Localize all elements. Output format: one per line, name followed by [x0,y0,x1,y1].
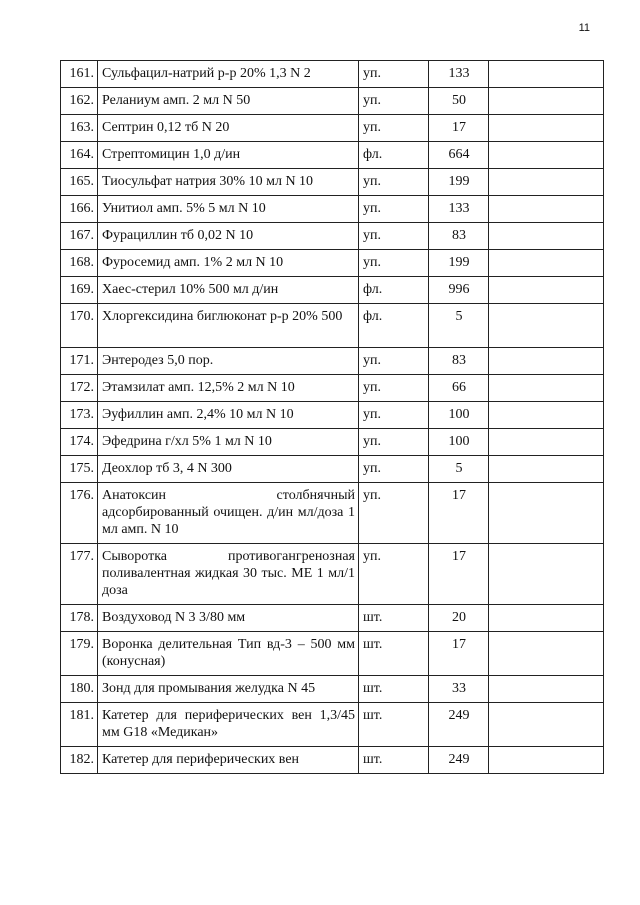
item-unit: уп. [359,61,429,88]
item-unit: фл. [359,277,429,304]
item-unit: фл. [359,142,429,169]
table-row [61,115,604,142]
row-number: 180. [61,676,98,703]
empty-cell [489,196,604,223]
table-row [61,747,604,774]
row-number: 173. [61,402,98,429]
table-row [61,250,604,277]
row-number: 179. [61,632,98,676]
item-unit: уп. [359,196,429,223]
item-name: Воронка делительная Тип вд-3 – 500 мм (конусная) [98,632,359,676]
item-quantity: 20 [429,605,489,632]
item-name: Хаес-стерил 10% 500 мл д/ин [98,277,359,304]
empty-cell [489,676,604,703]
table-row [61,402,604,429]
item-quantity: 133 [429,196,489,223]
table-row [61,88,604,115]
empty-cell [489,703,604,747]
table-row [61,483,604,544]
table-row [61,456,604,483]
page-number: 11 [578,22,590,34]
item-name: Катетер для периферических вен [98,747,359,774]
empty-cell [489,402,604,429]
empty-cell [489,348,604,375]
item-name: Хлоргексидина биглюконат р-р 20% 500 [98,304,359,348]
item-quantity: 5 [429,456,489,483]
item-quantity: 17 [429,115,489,142]
item-name: Тиосульфат натрия 30% 10 мл N 10 [98,169,359,196]
row-number: 164. [61,142,98,169]
empty-cell [489,277,604,304]
item-quantity: 249 [429,703,489,747]
empty-cell [489,304,604,348]
empty-cell [489,375,604,402]
item-unit: шт. [359,605,429,632]
table-row [61,703,604,747]
table-row [61,544,604,605]
empty-cell [489,142,604,169]
item-name: Сульфацил-натрий р-р 20% 1,3 N 2 [98,61,359,88]
item-name: Сыворотка противогангренозная поливалентная жидкая 30 тыс. МЕ 1 мл/1 доза [98,544,359,605]
empty-cell [489,747,604,774]
item-quantity: 66 [429,375,489,402]
item-name: Септрин 0,12 тб N 20 [98,115,359,142]
item-name: Воздуховод N 3 3/80 мм [98,605,359,632]
item-name: Стрептомицин 1,0 д/ин [98,142,359,169]
item-name: Энтеродез 5,0 пор. [98,348,359,375]
item-unit: уп. [359,250,429,277]
item-quantity: 17 [429,544,489,605]
table-row [61,223,604,250]
table-row [61,348,604,375]
item-unit: уп. [359,115,429,142]
item-quantity: 83 [429,223,489,250]
item-quantity: 50 [429,88,489,115]
item-unit: уп. [359,223,429,250]
item-unit: уп. [359,456,429,483]
table-row [61,142,604,169]
item-unit: уп. [359,88,429,115]
row-number: 176. [61,483,98,544]
item-unit: уп. [359,402,429,429]
row-number: 182. [61,747,98,774]
empty-cell [489,250,604,277]
table-row [61,429,604,456]
empty-cell [489,88,604,115]
row-number: 163. [61,115,98,142]
row-number: 175. [61,456,98,483]
table-row [61,676,604,703]
row-number: 168. [61,250,98,277]
item-name: Фурациллин тб 0,02 N 10 [98,223,359,250]
item-unit: шт. [359,747,429,774]
item-unit: уп. [359,429,429,456]
items-table-body [61,61,604,774]
item-unit: шт. [359,676,429,703]
item-quantity: 249 [429,747,489,774]
item-unit: шт. [359,703,429,747]
empty-cell [489,429,604,456]
item-quantity: 83 [429,348,489,375]
row-number: 181. [61,703,98,747]
item-name: Унитиол амп. 5% 5 мл N 10 [98,196,359,223]
empty-cell [489,544,604,605]
item-quantity: 33 [429,676,489,703]
items-table [60,60,604,774]
item-name: Катетер для периферических вен 1,3/45 мм G18 «Медикан» [98,703,359,747]
item-name: Реланиум амп. 2 мл N 50 [98,88,359,115]
item-name: Деохлор тб 3, 4 N 300 [98,456,359,483]
item-unit: уп. [359,544,429,605]
item-quantity: 664 [429,142,489,169]
item-unit: уп. [359,483,429,544]
item-quantity: 5 [429,304,489,348]
table-row [61,304,604,348]
row-number: 177. [61,544,98,605]
item-unit: уп. [359,169,429,196]
item-name: Фуросемид амп. 1% 2 мл N 10 [98,250,359,277]
item-unit: уп. [359,348,429,375]
item-quantity: 100 [429,429,489,456]
item-quantity: 199 [429,169,489,196]
item-name: Эуфиллин амп. 2,4% 10 мл N 10 [98,402,359,429]
table-row [61,375,604,402]
item-quantity: 17 [429,483,489,544]
item-name: Эфедрина г/хл 5% 1 мл N 10 [98,429,359,456]
row-number: 161. [61,61,98,88]
empty-cell [489,115,604,142]
item-quantity: 199 [429,250,489,277]
table-row [61,632,604,676]
item-unit: шт. [359,632,429,676]
item-name: Зонд для промывания желудка N 45 [98,676,359,703]
row-number: 172. [61,375,98,402]
row-number: 170. [61,304,98,348]
item-unit: фл. [359,304,429,348]
empty-cell [489,223,604,250]
empty-cell [489,456,604,483]
item-unit: уп. [359,375,429,402]
row-number: 171. [61,348,98,375]
row-number: 174. [61,429,98,456]
row-number: 167. [61,223,98,250]
item-quantity: 133 [429,61,489,88]
row-number: 169. [61,277,98,304]
row-number: 165. [61,169,98,196]
item-name: Этамзилат амп. 12,5% 2 мл N 10 [98,375,359,402]
item-quantity: 100 [429,402,489,429]
table-row [61,605,604,632]
item-quantity: 17 [429,632,489,676]
table-row [61,196,604,223]
row-number: 178. [61,605,98,632]
empty-cell [489,483,604,544]
row-number: 166. [61,196,98,223]
item-quantity: 996 [429,277,489,304]
table-row [61,169,604,196]
empty-cell [489,169,604,196]
empty-cell [489,632,604,676]
item-name: Анатоксин столбнячный адсорбированный очищен. д/ин мл/доза 1 мл амп. N 10 [98,483,359,544]
row-number: 162. [61,88,98,115]
empty-cell [489,605,604,632]
table-row [61,277,604,304]
empty-cell [489,61,604,88]
table-row [61,61,604,88]
